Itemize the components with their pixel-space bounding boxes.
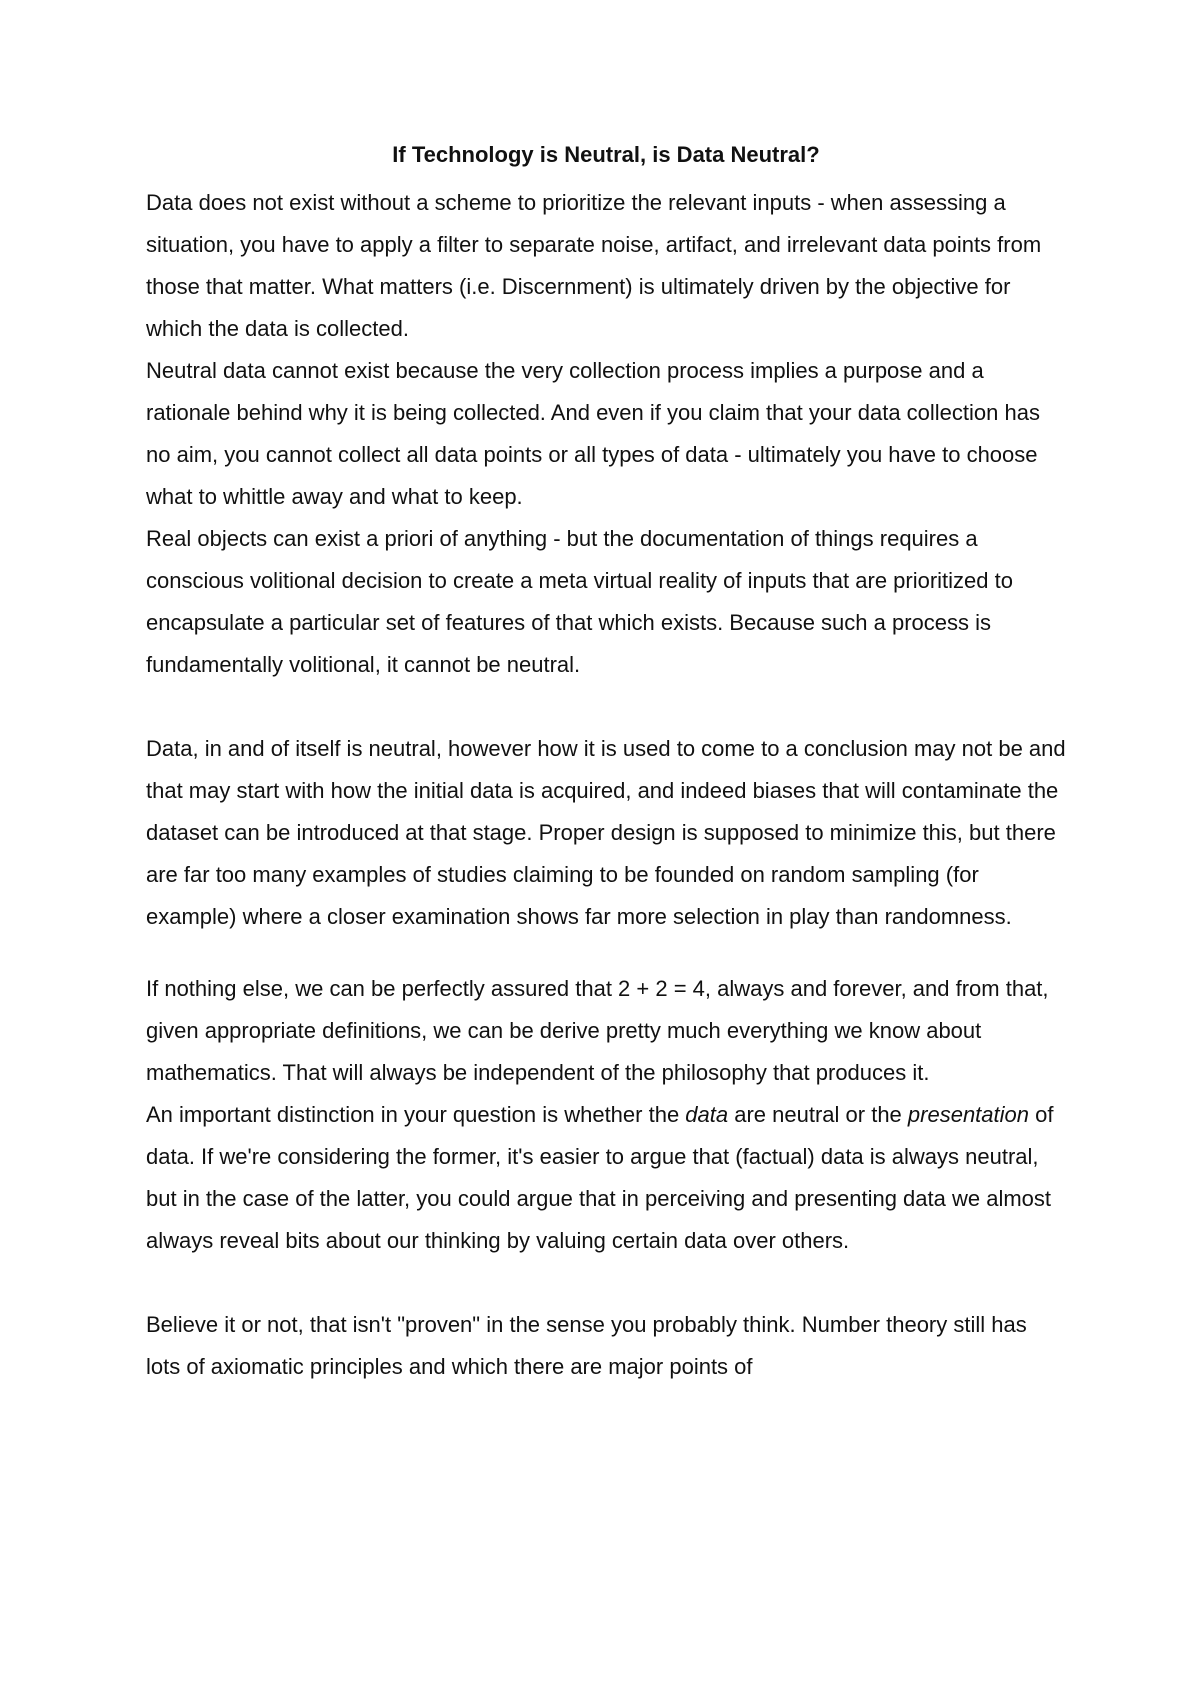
paragraph-spacer [146, 1262, 1066, 1304]
paragraph-spacer [146, 686, 1066, 728]
distinction-text: An important distinction in your question is whether the [146, 1102, 686, 1127]
paragraph-data-itself: Data, in and of itself is neutral, however how it is used to come to a conclusion may not be and that may start with how the initial data is acquired, and indeed biases that will contaminate the dataset can be introduced at that stage. Proper design is supposed to minimize this, but there are far too many examples of studies claiming to be founded on random sampling (for example) where a closer examination shows far more selection in play than randomness. [146, 736, 1066, 929]
distinction-text: of data. If we're considering the former, it's easier to argue that (factual) data is always neutral, but in the case of the latter, you could argue that in perceiving and presenting data we almost always reveal bits about our thinking by valuing certain data over others. [146, 1102, 1054, 1253]
paragraph-real-objects: Real objects can exist a priori of anything - but the documentation of things requires a conscious volitional decision to create a meta virtual reality of inputs that are prioritized to encapsulate a particular set of features of that which exists. Because such a process is fundamentally volitional, it cannot be neutral. [146, 526, 1013, 677]
paragraph-distinction [146, 1094, 1066, 1262]
document-title: If Technology is Neutral, is Data Neutral? [392, 142, 820, 167]
distinction-emphasis-data: data [685, 1102, 729, 1127]
document-body [146, 140, 1066, 1388]
distinction-text: are neutral or the [728, 1102, 908, 1127]
paragraph-spacer [146, 938, 1066, 968]
paragraph-mathematics: If nothing else, we can be perfectly assured that 2 + 2 = 4, always and forever, and from that, given appropriate definitions, we can be derive pretty much everything we know about mathematics. That will always be independent of the philosophy that produces it. [146, 976, 1049, 1085]
paragraph-closing: Believe it or not, that isn't "proven" in the sense you probably think. Number theory still has lots of axiomatic principles and which there are major points of [146, 1312, 1027, 1379]
distinction-emphasis-presentation: presentation [907, 1102, 1029, 1127]
paragraph-data-scheme: Data does not exist without a scheme to prioritize the relevant inputs - when assessing a situation, you have to apply a filter to separate noise, artifact, and irrelevant data points from those that matter. What matters (i.e. Discernment) is ultimately driven by the objective for which the data is collected. [146, 190, 1042, 341]
paragraph-neutral-data: Neutral data cannot exist because the very collection process implies a purpose and a rationale behind why it is being collected. And even if you claim that your data collection has no aim, you cannot collect all data points or all types of data - ultimately you have to choose what to whittle away and what to keep. [146, 358, 1040, 509]
